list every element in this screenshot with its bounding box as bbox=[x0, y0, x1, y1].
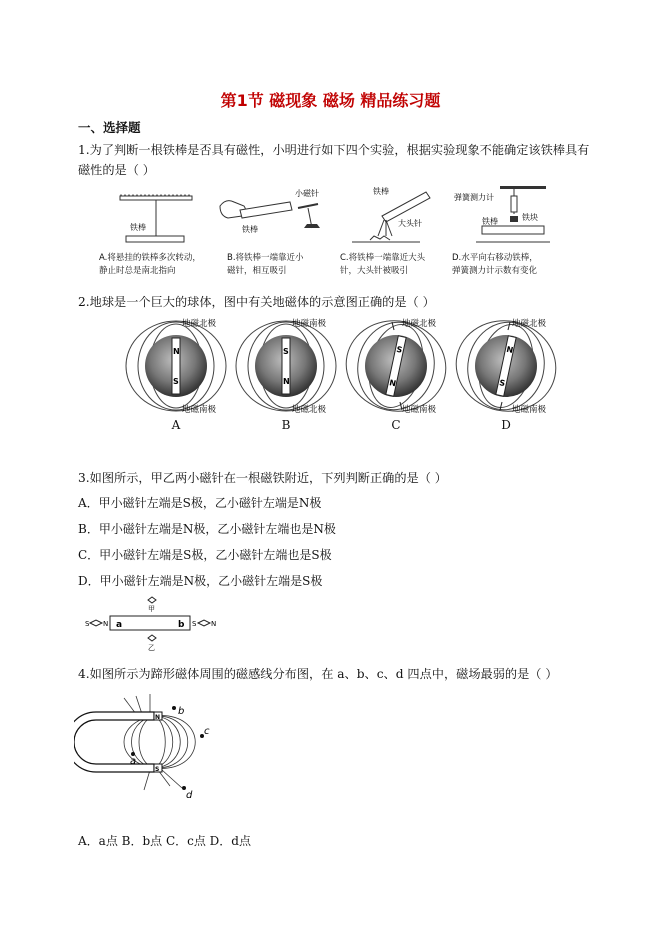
q4-options: A．a点 B．b点 C．c点 D．d点 bbox=[78, 834, 251, 848]
q1-caption-c-line2: 针，大头针被吸引 bbox=[340, 266, 409, 276]
q4-figure bbox=[74, 692, 224, 804]
q4-pole-s: S bbox=[155, 766, 160, 773]
page-title: 第1节 磁现象 磁场 精品练习题 bbox=[220, 91, 441, 110]
q1-d-scale-label: 弹簧测力计 bbox=[454, 193, 494, 202]
q4-point-d: d bbox=[186, 790, 193, 801]
q2-option-c-label: C bbox=[391, 418, 401, 432]
q2-option-a-label: A bbox=[171, 418, 181, 432]
q2-c-top-label: 地磁北极 bbox=[402, 319, 437, 329]
q1-figure bbox=[90, 184, 580, 250]
q3-option-b: B．甲小磁针左端是N极，乙小磁针左端也是N极 bbox=[78, 522, 336, 536]
q2-option-b-label: B bbox=[281, 418, 291, 432]
q1-d-block-label: 铁块 bbox=[522, 213, 538, 222]
q2-c-pole-bottom: N bbox=[388, 378, 397, 389]
q3-jia-label: 甲 bbox=[148, 605, 155, 613]
q3-left-n: N bbox=[103, 620, 109, 628]
q2-c-pole-top: S bbox=[395, 344, 404, 355]
q3-option-a: A．甲小磁针左端是S极，乙小磁针左端是N极 bbox=[78, 496, 322, 510]
q1-a-iron-bar-label: 铁棒 bbox=[130, 223, 146, 232]
q2-b-bottom-label: 地磁北极 bbox=[292, 405, 327, 415]
q1-caption-a bbox=[99, 252, 201, 278]
q3-figure bbox=[84, 596, 234, 652]
q2-a-pole-top: N bbox=[173, 347, 180, 356]
q2-b-pole-bottom: N bbox=[283, 377, 290, 386]
q3-text: 3.如图所示，甲乙两小磁针在一根磁铁附近，下列判断正确的是（ ） bbox=[78, 471, 447, 485]
q1-figure-d bbox=[454, 186, 550, 242]
q1-caption-a-line1: A.将悬挂的铁棒多次转动， bbox=[99, 253, 201, 263]
q1-d-iron-bar-label: 铁棒 bbox=[482, 217, 498, 226]
q3-yi-label: 乙 bbox=[148, 644, 155, 652]
q2-option-b-figure bbox=[236, 321, 336, 411]
q4-point-b: b bbox=[178, 706, 185, 717]
q1-caption-a-line2: 静止时总是南北指向 bbox=[99, 266, 176, 276]
q3-magnet-b: b bbox=[178, 620, 185, 630]
q1-b-needle-label: 小磁针 bbox=[295, 189, 319, 198]
q2-a-bottom-label: 地磁南极 bbox=[182, 405, 217, 415]
q2-b-top-label: 地磁南极 bbox=[292, 319, 327, 329]
q3-option-d: D．甲小磁针左端是N极，乙小磁针左端是S极 bbox=[78, 574, 323, 588]
q4-point-c: c bbox=[204, 726, 210, 737]
q1-caption-c bbox=[340, 252, 425, 278]
q2-option-c-figure bbox=[338, 316, 455, 416]
q1-text-line2: 磁性的是（ ） bbox=[78, 163, 155, 177]
q1-caption-d bbox=[452, 252, 538, 278]
q1-caption-d-line1: D.水平向右移动铁棒， bbox=[452, 253, 538, 263]
q2-option-d-label: D bbox=[501, 418, 511, 432]
q2-d-pole-top: N bbox=[505, 344, 514, 356]
q2-a-top-label: 地磁北极 bbox=[182, 319, 217, 329]
q4-point-a: a bbox=[130, 756, 137, 767]
q3-left-pole: S bbox=[85, 620, 90, 628]
q1-caption-b-line2: 磁针，相互吸引 bbox=[227, 266, 287, 276]
q1-figure-a bbox=[120, 195, 192, 242]
q1-b-iron-bar-label: 铁棒 bbox=[242, 225, 258, 234]
q2-b-pole-top: S bbox=[283, 347, 289, 356]
q3-right-s: S bbox=[192, 620, 197, 628]
q3-option-c: C．甲小磁针左端是S极，乙小磁针左端也是S极 bbox=[78, 548, 332, 562]
q1-caption-b bbox=[227, 252, 304, 278]
q2-option-d-figure bbox=[448, 316, 565, 416]
q1-c-iron-bar-label: 铁棒 bbox=[373, 187, 389, 196]
q4-pole-n: N bbox=[155, 714, 161, 721]
q1-caption-d-line2: 弹簧测力计示数有变化 bbox=[452, 266, 538, 276]
q1-figure-c bbox=[352, 186, 430, 242]
q1-c-pin-label: 大头针 bbox=[398, 219, 422, 228]
q2-d-pole-bottom: S bbox=[498, 378, 507, 389]
q2-d-bottom-label: 地磁南极 bbox=[512, 405, 547, 415]
q2-option-a-figure bbox=[126, 321, 226, 411]
q2-a-pole-bottom: S bbox=[173, 377, 179, 386]
q2-text: 2.地球是一个巨大的球体，图中有关地磁体的示意图正确的是（ ） bbox=[78, 295, 435, 309]
q2-d-top-label: 地磁北极 bbox=[512, 319, 547, 329]
q1-figure-b bbox=[220, 188, 320, 234]
q2-c-bottom-label: 地磁南极 bbox=[402, 405, 437, 415]
q3-magnet-a: a bbox=[116, 620, 123, 630]
q2-figure bbox=[118, 316, 578, 416]
q3-right-n: N bbox=[211, 620, 217, 628]
q4-text: 4.如图所示为蹄形磁体周围的磁感线分布图，在 a、b、c、d 四点中，磁场最弱的是（ ） bbox=[78, 667, 558, 681]
section-heading: 一、选择题 bbox=[78, 120, 141, 135]
q1-text-line1: 1.为了判断一根铁棒是否具有磁性，小明进行如下四个实验，根据实验现象不能确定该铁棒具有 bbox=[78, 143, 590, 157]
q1-caption-c-line1: C.将铁棒一端靠近大头 bbox=[340, 253, 426, 263]
q1-caption-b-line1: B.将铁棒一端靠近小 bbox=[227, 253, 304, 263]
